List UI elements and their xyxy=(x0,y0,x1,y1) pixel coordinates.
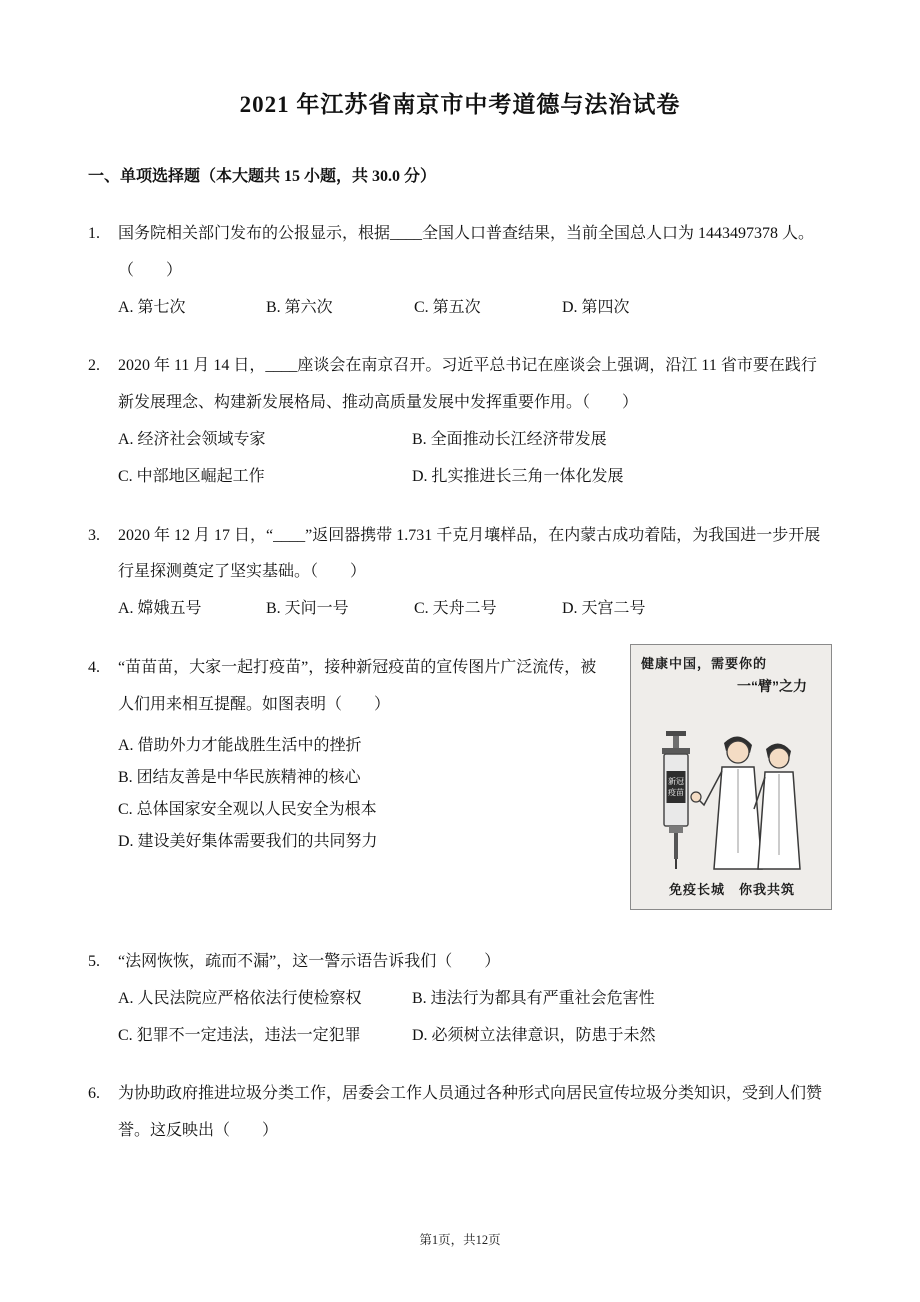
question-body xyxy=(118,944,832,1054)
question-body xyxy=(118,518,832,628)
options-row xyxy=(118,591,832,628)
page-footer: 第1页，共12页 xyxy=(419,1233,501,1247)
question-4 xyxy=(88,650,832,922)
option-b: B. 全面推动长江经济带发展 xyxy=(412,430,607,448)
option-b: B. 违法行为都具有严重社会危害性 xyxy=(412,989,655,1007)
question-number: 4. xyxy=(88,658,100,676)
question-number: 2. xyxy=(88,357,100,375)
question-5 xyxy=(88,944,832,1054)
option-a: A. 经济社会领域专家 xyxy=(118,430,266,448)
question-text: 国务院相关部门发布的公报显示，根据____全国人口普查结果，当前全国总人口为 1443497378 人。（ ） xyxy=(118,225,815,279)
poster-drawing-svg xyxy=(642,725,822,875)
option-a: A. 人民法院应严格依法行使检察权 xyxy=(118,989,362,1007)
question-3 xyxy=(88,518,832,628)
option-b: B. 团结友善是中华民族精神的核心 xyxy=(118,768,361,786)
option-a: A. 嫦娥五号 xyxy=(118,600,202,618)
option-d: D. 第四次 xyxy=(562,298,630,316)
question-6 xyxy=(88,1076,832,1150)
vaccine-poster-illustration xyxy=(641,697,823,875)
section-header: 一、单项选择题（本大题共 15 小题，共 30.0 分） xyxy=(88,168,437,185)
question-text: 2020 年 12 月 17 日，“____”返回器携带 1.731 千克月壤样品，在内蒙古成功着陆，为我国进一步开展行星探测奠定了坚实基础。（ ） xyxy=(118,526,821,581)
question-number: 5. xyxy=(88,952,100,970)
option-d: D. 天宫二号 xyxy=(562,600,646,618)
question-text: 为协助政府推进垃圾分类工作，居委会工作人员通过各种形式向居民宣传垃圾分类知识，受到人们赞誉。这反映出（ ） xyxy=(118,1085,823,1140)
question-body xyxy=(118,216,832,326)
doctor-figure xyxy=(691,736,762,869)
poster-subheadline: 一“臂”之力 xyxy=(737,678,807,695)
options-row xyxy=(118,290,832,327)
question-body xyxy=(118,348,832,495)
page-title: 2021 年江苏省南京市中考道德与法治试卷 xyxy=(239,92,681,117)
option-c: C. 第五次 xyxy=(414,298,481,316)
option-b: B. 天问一号 xyxy=(266,600,349,618)
question-body xyxy=(118,650,832,922)
option-c: C. 犯罪不一定违法，违法一定犯罪 xyxy=(118,1026,361,1044)
option-d: D. 扎实推进长三角一体化发展 xyxy=(412,467,624,485)
syringe-label-line2: 疫苗 xyxy=(668,787,684,797)
question-2 xyxy=(88,348,832,495)
question-number: 3. xyxy=(88,526,100,544)
nurse-figure xyxy=(754,743,800,869)
option-d: D. 建设美好集体需要我们的共同努力 xyxy=(118,832,378,850)
vaccine-poster xyxy=(630,644,832,910)
option-c: C. 中部地区崛起工作 xyxy=(118,467,265,485)
question-text: “苗苗苗，大家一起打疫苗”，接种新冠疫苗的宣传图片广泛流传，被人们用来相互提醒。如图表明（ ） xyxy=(118,658,597,713)
question-text: “法网恢恢，疏而不漏”，这一警示语告诉我们（ ） xyxy=(118,952,501,970)
option-a: A. 第七次 xyxy=(118,298,186,316)
options-grid xyxy=(118,981,832,1055)
poster-caption: 免疫长城 你我共筑 xyxy=(668,881,795,897)
options-grid xyxy=(118,422,832,496)
option-a: A. 借助外力才能战胜生活中的挫折 xyxy=(118,736,362,754)
question-text: 2020 年 11 月 14 日，____座谈会在南京召开。习近平总书记在座谈会上强调，沿江 11 省市要在践行新发展理念、构建新发展格局、推动高质量发展中发挥重要作用。（ ） xyxy=(118,357,817,412)
syringe-label-line1: 新冠 xyxy=(668,776,684,786)
question-1 xyxy=(88,216,832,326)
option-c: C. 天舟二号 xyxy=(414,600,497,618)
syringe-icon xyxy=(662,731,690,869)
question-number: 1. xyxy=(88,225,100,242)
poster-headline: 健康中国，需要你的 xyxy=(641,655,768,671)
question-body xyxy=(118,1076,832,1150)
option-c: C. 总体国家安全观以人民安全为根本 xyxy=(118,800,377,818)
question-number: 6. xyxy=(88,1085,100,1103)
option-d: D. 必须树立法律意识，防患于未然 xyxy=(412,1026,656,1044)
option-b: B. 第六次 xyxy=(266,298,333,316)
